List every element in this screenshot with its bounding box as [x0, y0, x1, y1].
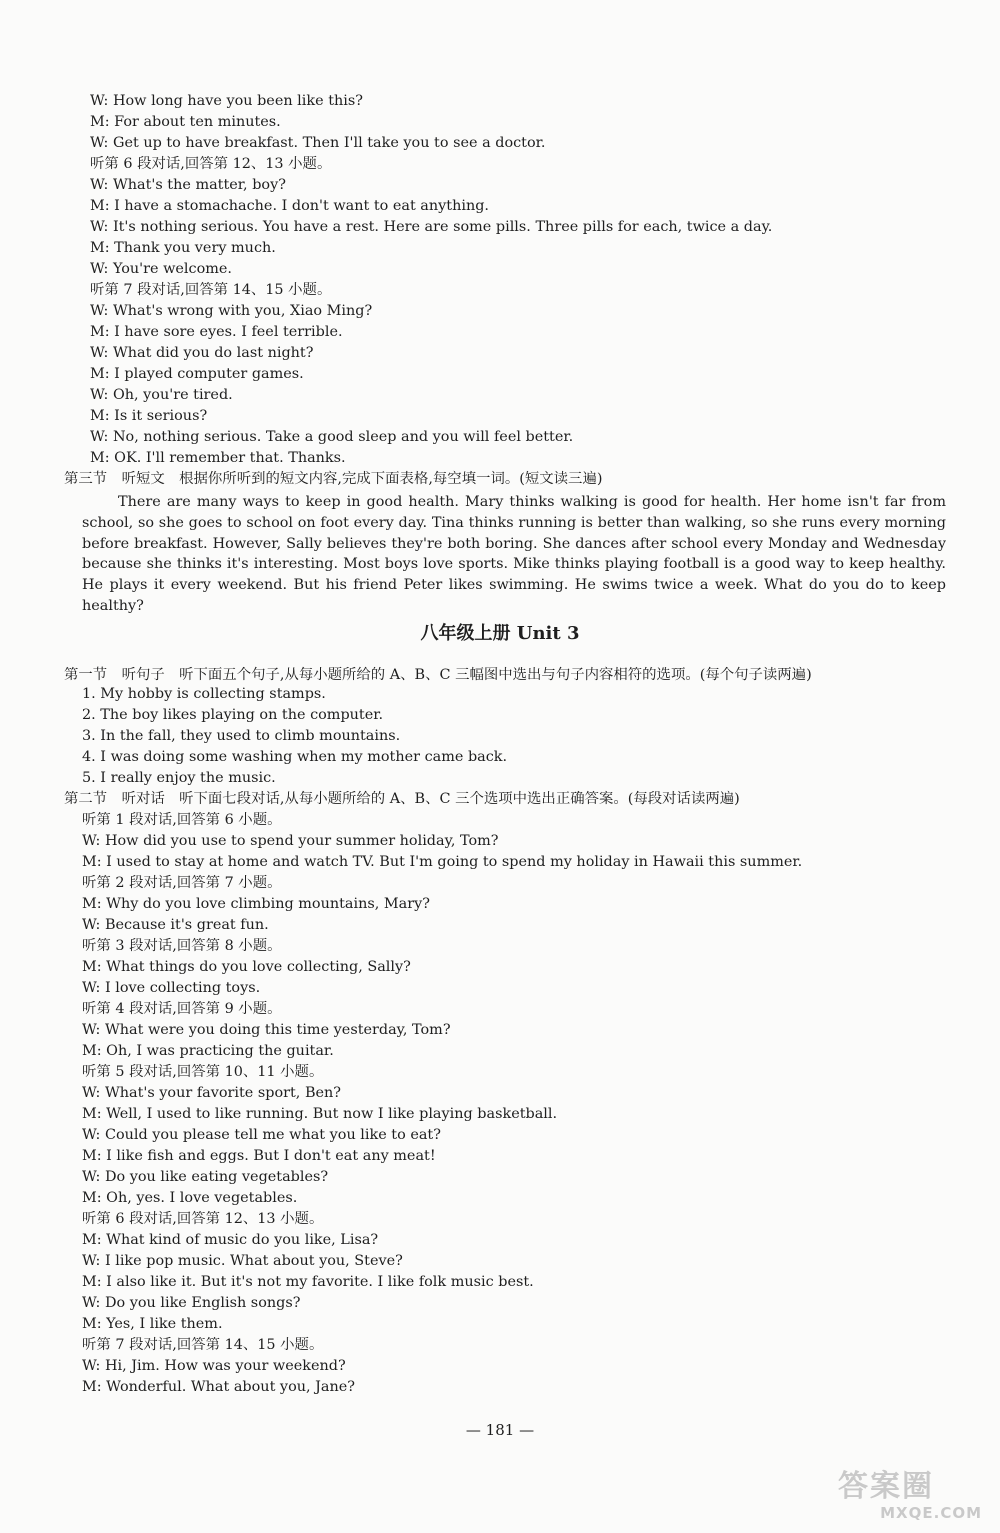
- dialogue-heading: 听第 5 段对话,回答第 10、11 小题。: [82, 1064, 324, 1080]
- dialogue-line: W: What were you doing this time yesterday, Tom?: [82, 1022, 451, 1038]
- dialogue-line: W: Do you like English songs?: [82, 1295, 301, 1311]
- dialogue-heading: 听第 1 段对话,回答第 6 小题。: [82, 812, 282, 828]
- watermark-logo: [838, 1470, 988, 1528]
- watermark-title: 答案圈: [838, 1469, 934, 1504]
- dialogue-line: W: What's the matter, boy?: [90, 177, 286, 193]
- dialogue-line: W: No, nothing serious. Take a good sleep and you will feel better.: [90, 429, 574, 445]
- dialogue-line: M: I like fish and eggs. But I don't eat any meat!: [82, 1148, 436, 1164]
- dialogue-line: W: Because it's great fun.: [82, 917, 269, 933]
- dialogue-line: W: It's nothing serious. You have a rest. Here are some pills. Three pills for each, twice a day.: [90, 219, 773, 235]
- dialogue-line: M: What things do you love collecting, Sally?: [82, 959, 411, 975]
- dialogue-heading: 听第 3 段对话,回答第 8 小题。: [82, 938, 282, 954]
- dialogue-line: M: Oh, yes. I love vegetables.: [82, 1190, 298, 1206]
- dialogue-line: W: What did you do last night?: [90, 345, 314, 361]
- sentence-item: 3. In the fall, they used to climb mountains.: [82, 728, 401, 744]
- dialogue-heading: 听第 6 段对话,回答第 12、13 小题。: [90, 156, 332, 172]
- dialogue-line: M: OK. I'll remember that. Thanks.: [90, 450, 346, 466]
- unit-title: 八年级上册 Unit 3: [420, 623, 580, 644]
- dialogue-line: W: What's your favorite sport, Ben?: [82, 1085, 342, 1101]
- dialogue-heading: 听第 7 段对话,回答第 14、15 小题。: [90, 282, 332, 298]
- page-number: — 181 —: [465, 1421, 535, 1439]
- dialogue-line: W: Hi, Jim. How was your weekend?: [82, 1358, 346, 1374]
- dialogue-line: M: Why do you love climbing mountains, Mary?: [82, 896, 430, 912]
- dialogue-line: M: Yes, I like them.: [82, 1316, 223, 1332]
- dialogue-line: W: You're welcome.: [90, 261, 232, 277]
- dialogue-line: M: Wonderful. What about you, Jane?: [82, 1379, 355, 1395]
- dialogue-line: M: I also like it. But it's not my favorite. I like folk music best.: [82, 1274, 534, 1290]
- dialogue-heading: 听第 6 段对话,回答第 12、13 小题。: [82, 1211, 324, 1227]
- sentence-item: 2. The boy likes playing on the computer.: [82, 707, 384, 723]
- dialogue-line: M: What kind of music do you like, Lisa?: [82, 1232, 379, 1248]
- dialogue-line: M: Thank you very much.: [90, 240, 276, 256]
- sentence-item: 4. I was doing some washing when my mother came back.: [82, 749, 508, 765]
- dialogue-heading: 听第 2 段对话,回答第 7 小题。: [82, 875, 282, 891]
- dialogue-line: W: I love collecting toys.: [82, 980, 261, 996]
- dialogue-line: M: I played computer games.: [90, 366, 304, 382]
- section-heading: 第二节 听对话 听下面七段对话,从每小题所给的 A、B、C 三个选项中选出正确答案。(每段对话读两遍): [64, 791, 740, 807]
- dialogue-line: M: For about ten minutes.: [90, 114, 281, 130]
- dialogue-line: M: I have sore eyes. I feel terrible.: [90, 324, 343, 340]
- dialogue-line: W: Get up to have breakfast. Then I'll take you to see a doctor.: [90, 135, 546, 151]
- dialogue-line: W: What's wrong with you, Xiao Ming?: [90, 303, 373, 319]
- section-heading: 第三节 听短文 根据你所听到的短文内容,完成下面表格,每空填一词。(短文读三遍): [64, 471, 603, 487]
- watermark-url: MXQE.COM: [880, 1504, 982, 1522]
- dialogue-line: W: Oh, you're tired.: [90, 387, 233, 403]
- dialogue-line: M: Oh, I was practicing the guitar.: [82, 1043, 334, 1059]
- dialogue-line: M: Well, I used to like running. But now I like playing basketball.: [82, 1106, 558, 1122]
- dialogue-line: W: Could you please tell me what you like to eat?: [82, 1127, 441, 1143]
- dialogue-line: W: How long have you been like this?: [90, 93, 363, 109]
- dialogue-heading: 听第 7 段对话,回答第 14、15 小题。: [82, 1337, 324, 1353]
- listening-passage: There are many ways to keep in good health. Mary thinks walking is good for health. Her home isn't far from school, so she goes to school on foot every day. Tina thinks running is better than walking, so she runs every morning before breakfast. However, Sally believes they're both boring. She dances after school every Monday and Wednesday because she thinks it's interesting. Most boys love sports. Mike thinks playing football is a good way to keep healthy. He plays it every weekend. But his friend Peter likes swimming. He swims twice a week. What do you do to keep healthy?: [82, 494, 946, 614]
- dialogue-line: M: I have a stomachache. I don't want to eat anything.: [90, 198, 489, 214]
- dialogue-line: W: Do you like eating vegetables?: [82, 1169, 329, 1185]
- sentence-item: 1. My hobby is collecting stamps.: [82, 686, 326, 702]
- dialogue-line: W: How did you use to spend your summer holiday, Tom?: [82, 833, 499, 849]
- dialogue-line: M: Is it serious?: [90, 408, 208, 424]
- dialogue-heading: 听第 4 段对话,回答第 9 小题。: [82, 1001, 282, 1017]
- section-heading: 第一节 听句子 听下面五个句子,从每小题所给的 A、B、C 三幅图中选出与句子内容相符的选项。(每个句子读两遍): [64, 667, 812, 683]
- dialogue-line: W: I like pop music. What about you, Steve?: [82, 1253, 403, 1269]
- dialogue-line: M: I used to stay at home and watch TV. But I'm going to spend my holiday in Hawaii this summer.: [82, 854, 803, 870]
- sentence-item: 5. I really enjoy the music.: [82, 770, 276, 786]
